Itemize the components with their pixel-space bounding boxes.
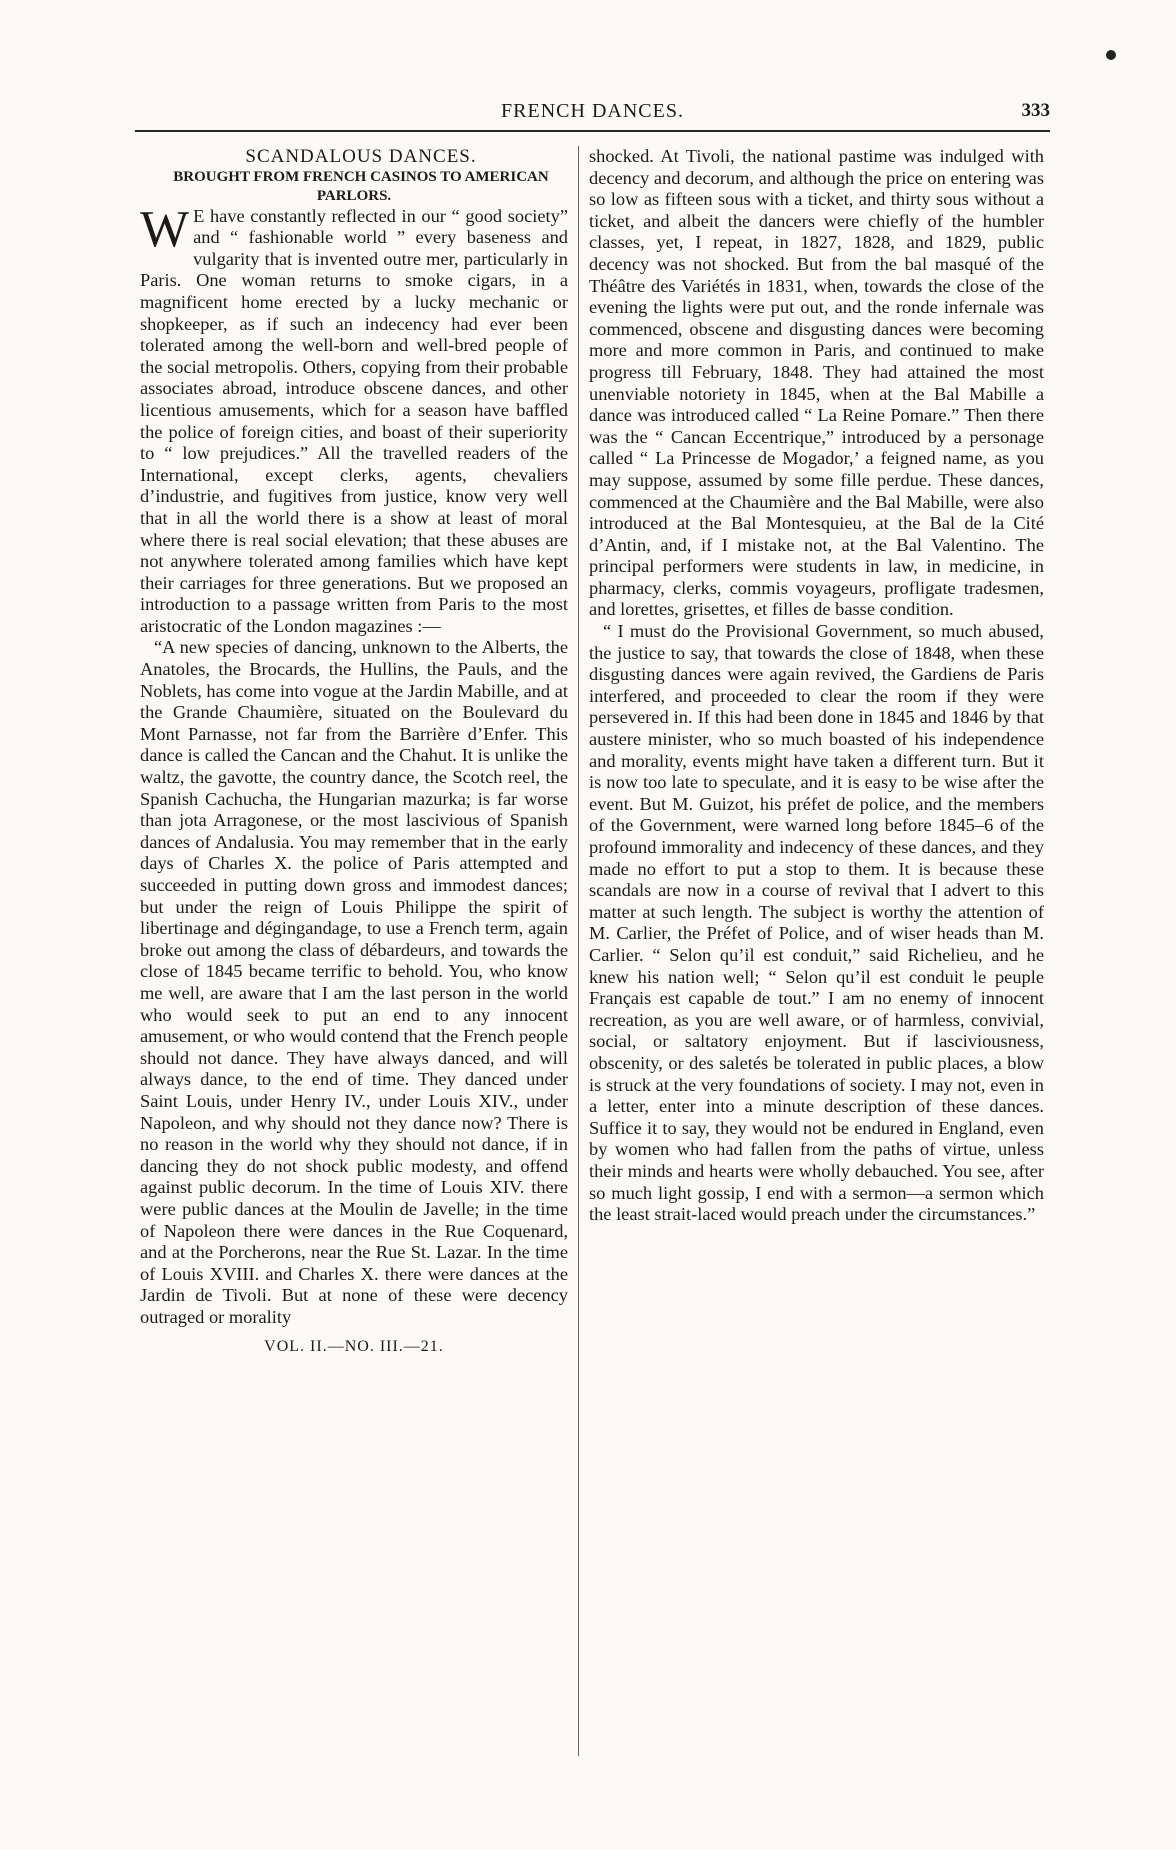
article-subtitle: BROUGHT FROM FRENCH CASINOS TO AMERICAN PARLORS.	[173, 168, 549, 204]
opening-paragraph-text: E have constantly reflected in our “ good society” and “ fashionable world ” every baseness and vulgarity that is invented outre mer, particularly in Paris. One woman returns to smoke cigars, in a magnificent home erected by a lucky mechanic or shopkeeper, as if such an indecency had ever been tolerated among the well-born and well-bred people of the social metropolis. Others, copying from their probable associates abroad, introduce obscene dances, and other licentious amusements, which for a season have baffled the police of foreign cities, and boast of their superiority to “ low prejudices.” All the travelled readers of the International, except clerks, agents, chevaliers d’industrie, and fugitives from justice, know very well that in all the world there is a show at least of moral where there is real social elevation; that these abuses are not anywhere tolerated among families which have kept their carriages for three generations. But we proposed an introduction to a passage written from Paris to the most aristocratic of the London magazines :—	[140, 205, 568, 636]
continued-paragraph: shocked. At Tivoli, the national pastime was indulged with decency and decorum, and although the price on entering was so low as fifteen sous with a ticket, and thirty sous without a ticket, and albeit the dancers were chiefly of the humbler classes, yet, I repeat, in 1827, 1828, and 1829, public decency was not shocked. But from the bal masqué of the Théâtre des Variétés in 1831, when, towards the close of the evening the lights were put out, and the ronde infernale was commenced, obscene and disgusting dances were becoming more and more common in Paris, and continued to make progress till February, 1848. They had attained the most unenviable notoriety in 1845, when at the Bal Mabille a dance was introduced called “ La Reine Pomare.” Then there was the “ Cancan Eccentrique,” introduced by a personage called “ La Princesse de Mogador,’ a feigned name, as you may suppose, assumed by some fille perdue. These dances, commenced at the Chaumière and the Bal Mabille, were also introduced at the Bal Montesquieu, at the Bal de la Cité d’Antin, and, if I mistake not, at the Bal Valentino. The principal performers were students in law, in medicine, in pharmacy, clerks, commis voyageurs, profligate tradesmen, and lorettes, grisettes, et filles de basse condition.	[589, 146, 1044, 620]
page-header	[135, 100, 1050, 134]
running-title: FRENCH DANCES.	[501, 100, 684, 122]
right-column	[589, 146, 1044, 1766]
article-title: SCANDALOUS DANCES.	[245, 146, 477, 167]
column-divider	[578, 146, 579, 1756]
letter-paragraph-1: “A new species of dancing, unknown to the Alberts, the Anatoles, the Brocards, the Hullins, the Pauls, and the Noblets, has come into vogue at the Jardin Mabille, and at the Grande Chaumière, situated on the Boulevard du Mont Parnasse, not far from the Barrière d’Enfer. This dance is called the Cancan and the Chahut. It is unlike the waltz, the gavotte, the country dance, the Scotch reel, the Spanish Cachucha, the Hungarian mazurka; is far worse than jota Arragonese, or the most lascivious of Spanish dances of Andalusia. You may remember that in the early days of Charles X. the police of Paris attempted and succeeded in putting down gross and immodest dances; but under the reign of Louis Philippe the spirit of libertinage and dégingandage, to use a French term, again broke out among the class of débardeurs, and towards the close of 1845 became terrific to behold. You, who know me well, are aware that I am the last person in the world who would seek to put an end to any innocent amusement, or who would contend that the French people should not dance. They have always danced, and will always dance, to the end of time. They danced under Saint Louis, under Henry IV., under Louis XIV., under Napoleon, and why should not they dance now? There is no reason in the world why they should not dance, if in dancing they do not shock public modesty, and offend against public decorum. In the time of Louis XIV. there were public dances at the Moulin de Javelle; in the time of Napoleon there were dances in the Rue Coquenard, and at the Porcherons, near the Rue St. Lazar. In the time of Louis XVIII. and Charles X. there were dances at the Jardin de Tivoli. But at none of these were decency outraged or morality	[140, 637, 568, 1327]
page-number: 333	[1021, 100, 1050, 121]
ink-mark	[1106, 50, 1116, 60]
letter-paragraph-2: “ I must do the Provisional Government, so much abused, the justice to say, that towards the close of 1848, when these disgusting dances were again revived, the Gardiens de Paris interfered, and proceeded to clear the room if they were persevered in. If this had been done in 1845 and 1846 by that austere minister, who so much boasted of his independence and morality, events might have taken a different turn. But it is now too late to speculate, and it is easy to be wise after the event. But M. Guizot, his préfet de police, and the members of the Government, were warned long before 1845–6 of the profound immorality and indecency of these dances, and they made no effort to put a stop to them. It is because these scandals are now in a course of revival that I advert to this matter at such length. The subject is worthy the attention of M. Carlier, the Préfet of Police, and of wiser heads than M. Carlier. “ Selon qu’il est conduit,” said Richelieu, and he knew his nation well; “ Selon qu’il est conduit le peuple Français est capable de tout.” I am no enemy of innocent recreation, as you are well aware, or of harmless, convivial, social, or saltatory enjoyment. But if lasciviousness, obscenity, or des saletés be tolerated in public places, a blow is struck at the very foundations of society. I may not, even in a letter, enter into a minute description of these dances. Suffice it to say, they would not be endured in England, even by women who had fallen from the paths of virtue, unless their minds and hearts were wholly debauched. You see, after so much light gossip, I end with a sermon—a sermon which the least strait-laced would preach under the circumstances.”	[589, 621, 1044, 1225]
opening-paragraph	[140, 200, 568, 638]
header-rule	[135, 130, 1050, 132]
drop-cap: W	[140, 200, 190, 258]
left-column	[140, 146, 568, 1766]
volume-signature: VOL. II.—NO. III.—21.	[264, 1338, 444, 1356]
